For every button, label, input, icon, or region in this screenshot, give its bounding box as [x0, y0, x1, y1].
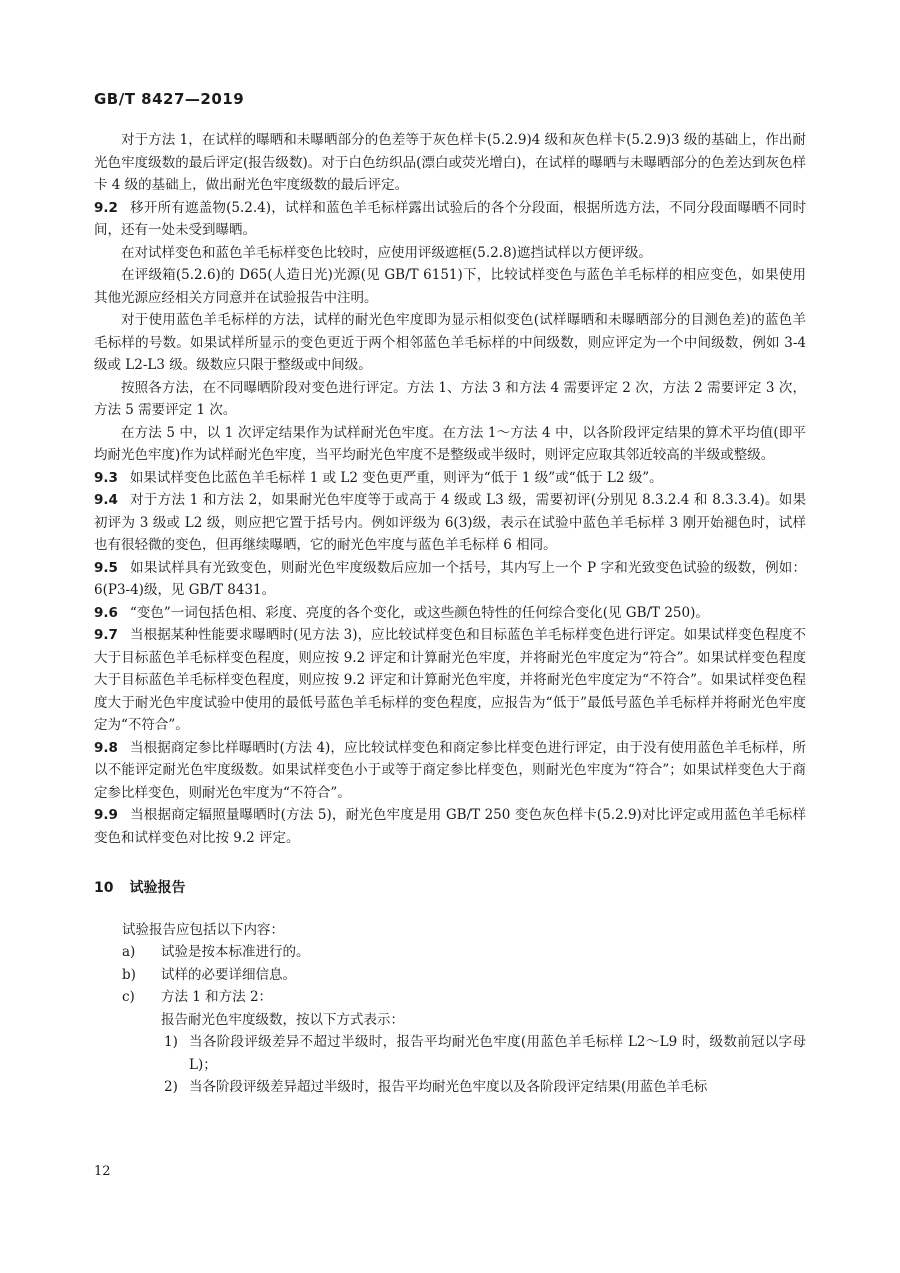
list-item-text: 试样的必要详细信息。 [161, 966, 296, 983]
section-intro: 试验报告应包括以下内容： [122, 921, 284, 938]
clause-text: 当根据商定辐照量曝晒时(方法 5)，耐光色牢度是用 GB/T 250 变色灰色样卡(5.2.9)对比评定或用蓝色羊毛标样变色和试样变色对比按 9.2 评定。 [94, 807, 806, 846]
clause-number: 9.9 [94, 807, 118, 823]
paragraph-text: 对于使用蓝色羊毛标样的方法，试样的耐光色牢度即为显示相似变色(试样曝晒和未曝晒部分的目测色差)的蓝色羊毛标样的号数。如果试样所显示的变色更近于两个相邻蓝色羊毛标样的中间级数，则应评定为一个中间级数，例如 3-4 级或 L2-L3 级。级数应只限于整级或中间级。 [94, 312, 806, 373]
clause-9-3 [94, 467, 806, 490]
page-header: GB/T 8427—2019 [94, 90, 245, 108]
section-heading [94, 877, 806, 900]
paragraph [94, 264, 806, 309]
clause-text: 移开所有遮盖物(5.2.4)，试样和蓝色羊毛标样露出试验后的各个分段面，根据所选方法，不同分段面曝晒不同时间，还有一处未受到曝晒。 [94, 199, 806, 238]
clause-text: “变色”一词包括色相、彩度、亮度的各个变化，或这些颜色特性的任何综合变化(见 GB/T 250)。 [129, 604, 709, 621]
clause-number: 9.8 [94, 739, 118, 756]
paragraph-text: 在对试样变色和蓝色羊毛标样变色比较时，应使用评级遮框(5.2.8)遮挡试样以方便评级。 [121, 244, 652, 261]
paragraph [94, 242, 806, 265]
clause-9-2 [94, 197, 806, 242]
list-item [94, 986, 806, 1009]
clause-9-5 [94, 557, 806, 602]
sub-list-item-text: 当各阶段评级差异超过半级时，报告平均耐光色牢度以及各阶段评定结果(用蓝色羊毛标 [189, 1079, 708, 1095]
paragraph-text: 按照各方法，在不同曝晒阶段对变色进行评定。方法 1、方法 3 和方法 4 需要评定 2 次，方法 2 需要评定 3 次，方法 5 需要评定 1 次。 [94, 379, 806, 418]
clause-9-7 [94, 624, 806, 737]
sub-list-item-label: 2) [164, 1079, 178, 1095]
clause-number: 9.3 [94, 469, 118, 486]
document-body [94, 129, 806, 1099]
clause-9-4 [94, 489, 806, 557]
clause-number: 9.4 [94, 492, 118, 508]
sub-list-item [94, 1076, 806, 1099]
list-item-subtext: 报告耐光色牢度级数，按以下方式表示： [161, 1011, 404, 1028]
list-item-label: c) [122, 989, 135, 1005]
list-item-text: 方法 1 和方法 2： [161, 989, 273, 1005]
section-title: 试验报告 [129, 880, 186, 896]
clause-9-9 [94, 804, 806, 849]
sub-list-item [94, 1031, 806, 1076]
list-item-label: b) [122, 966, 136, 983]
list-item [94, 964, 806, 987]
paragraph [94, 377, 806, 422]
paragraph-text: 在方法 5 中，以 1 次评定结果作为试样耐光色牢度。在方法 1～方法 4 中，以各阶段评定结果的算术平均值(即平均耐光色牢度)作为试样耐光色牢度，当平均耐光色牢度不是整级或半级时，则评定应取其邻近较高的半级或整级。 [94, 424, 806, 463]
list-item-label: a) [122, 944, 136, 960]
clause-text: 如果试样变色比蓝色羊毛标样 1 或 L2 变色更严重，则评为“低于 1 级”或“低于 L2 级”。 [129, 469, 663, 486]
clause-9-6 [94, 602, 806, 625]
clause-number: 9.5 [94, 559, 118, 576]
list-item [94, 941, 806, 964]
paragraph-text: 对于方法 1，在试样的曝晒和未曝晒部分的色差等于灰色样卡(5.2.9)4 级和灰色样卡(5.2.9)3 级的基础上，作出耐光色牢度级数的最后评定(报告级数)。对于白色纺织品(漂白或荧光增白)，在试样的曝晒与未曝晒部分的色差达到灰色样卡 4 级的基础上，做出耐光色牢度级数的最后评定。 [94, 132, 806, 193]
paragraph-text: 在评级箱(5.2.6)的 D65(人造日光)光源(见 GB/T 6151)下，比较试样变色与蓝色羊毛标样的相应变色，如果使用其他光源应经相关方同意并在试验报告中注明。 [94, 267, 806, 306]
paragraph [94, 309, 806, 377]
clause-number: 9.7 [94, 627, 118, 643]
clause-text: 当根据某种性能要求曝晒时(见方法 3)，应比较试样变色和目标蓝色羊毛标样变色进行评定。如果试样变色程度不大于目标蓝色羊毛标样变色程度，则应按 9.2 评定和计算耐光色牢度，并将耐光色牢度定为“符合”。如果试样变色程度大于目标蓝色羊毛标样变色程度，则应按 9.2 评定和计算耐光色牢度，并将耐光色牢度定为“不符合”。如果试样变色程度大于耐光色牢度试验中使用的最低号蓝色羊毛标样的变色程度，应报告为“低于”最低号蓝色羊毛标样并将耐光色牢度定为“不符合”。 [94, 627, 806, 733]
paragraph [94, 422, 806, 467]
page-number: 12 [94, 1164, 111, 1179]
clause-9-8 [94, 737, 806, 805]
section-number: 10 [94, 880, 114, 896]
clause-number: 9.2 [94, 199, 118, 216]
sub-list-item-label: 1) [164, 1034, 178, 1050]
paragraph [94, 129, 806, 197]
list-item-text: 试验是按本标准进行的。 [161, 944, 310, 960]
clause-number: 9.6 [94, 604, 118, 621]
clause-text: 如果试样具有光致变色，则耐光色牢度级数后应加一个括号，其内写上一个 P 字和光致变色试验的级数，例如：6(P3-4)级，见 GB/T 8431。 [94, 559, 806, 598]
sub-list-item-text: 当各阶段评级差异不超过半级时，报告平均耐光色牢度(用蓝色羊毛标样 L2～L9 时，级数前冠以字母 L)； [189, 1034, 806, 1073]
clause-text: 当根据商定参比样曝晒时(方法 4)，应比较试样变色和商定参比样变色进行评定，由于没有使用蓝色羊毛标样，所以不能评定耐光色牢度级数。如果试样变色小于或等于商定参比样变色，则耐光色牢度为“符合”；如果试样变色大于商定参比样变色，则耐光色牢度为“不符合”。 [94, 739, 806, 801]
clause-text: 对于方法 1 和方法 2，如果耐光色牢度等于或高于 4 级或 L3 级，需要初评(分别见 8.3.2.4 和 8.3.3.4)。如果初评为 3 级或 L2 级，则应把它置于括号内。例如评级为 6(3)级，表示在试验中蓝色羊毛标样 3 刚开始褪色时，试样也有很轻微的变色，但再继续曝晒，它的耐光色牢度与蓝色羊毛标样 6 相同。 [94, 492, 806, 553]
